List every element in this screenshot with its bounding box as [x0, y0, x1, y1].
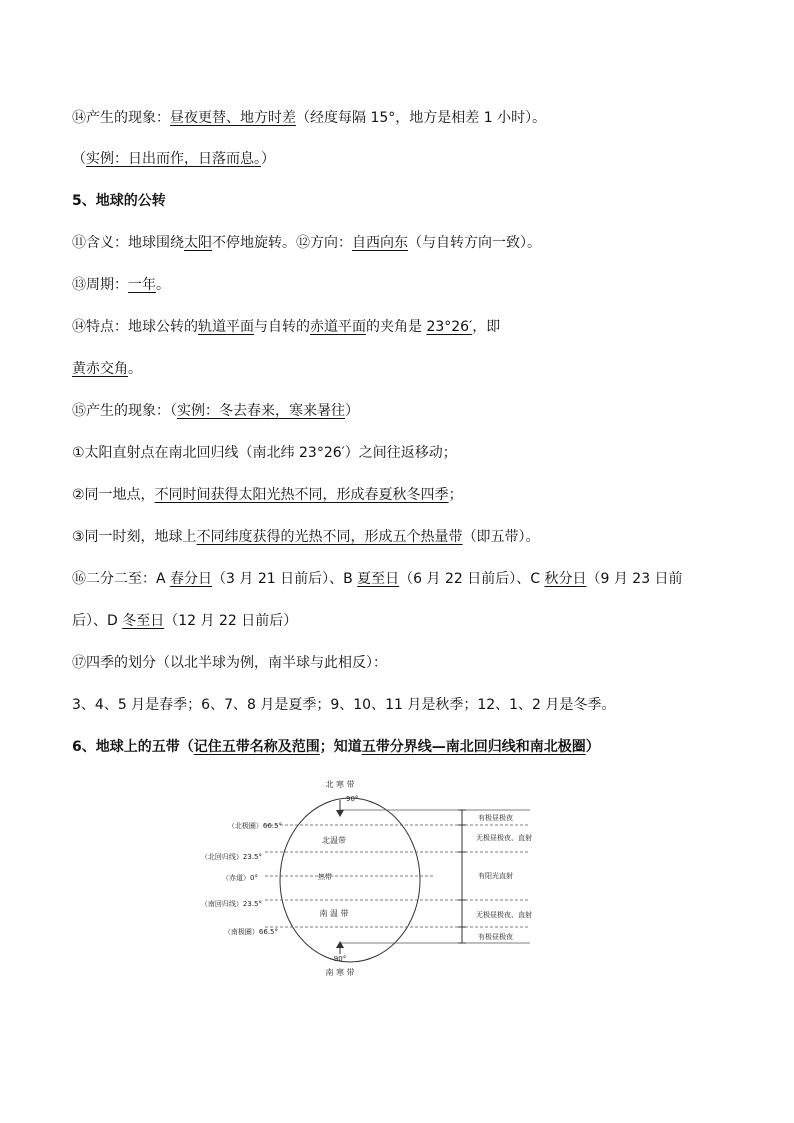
text-segment: ）	[261, 151, 275, 167]
text-segment: ⑬周期：	[72, 277, 128, 293]
text-line	[72, 317, 500, 337]
text-line	[72, 611, 297, 631]
latitude-label: （北极圈）66.5°	[227, 822, 282, 830]
text-segment: （9 月 23 日前	[586, 571, 683, 587]
text-segment: （12 月 22 日前后）	[164, 613, 298, 629]
underlined-text: 春分日	[170, 571, 213, 587]
underlined-text: 赤道平面	[310, 319, 366, 335]
north-arrow-head-icon	[336, 810, 344, 817]
text-segment: ⑭产生的现象：	[72, 110, 170, 126]
text-segment: ⑰四季的划分（以北半球为例，南半球与此相反）：	[72, 655, 387, 671]
text-segment: 的夹角是	[366, 319, 427, 335]
text-line	[72, 401, 359, 421]
underlined-text: 记住五带名称及范围	[193, 739, 320, 755]
text-line	[72, 527, 540, 547]
text-segment: 。	[128, 361, 142, 377]
text-segment: ，即	[472, 319, 501, 335]
text-segment: ⑪含义：地球围绕	[72, 235, 184, 251]
section-heading	[72, 191, 166, 211]
text-line	[72, 359, 142, 379]
text-line	[72, 233, 541, 253]
latitude-label: （北回归线）23.5°	[200, 853, 262, 861]
underlined-text: 昼夜更替、地方时差	[170, 110, 296, 126]
text-segment: 不停地旋转。⑫方向：	[212, 235, 352, 251]
text-segment: ③同一时刻，地球上	[72, 529, 197, 545]
text-segment: ；	[448, 487, 463, 503]
light-condition-label: 有极昼极夜	[478, 933, 513, 941]
latitude-label: （南极圈）66.5°	[223, 928, 278, 936]
text-line	[72, 569, 683, 589]
underlined-text: 不同时间获得太阳光热不同，形成春夏秋冬四季	[154, 487, 449, 503]
text-segment: ⑯二分二至：A	[72, 571, 171, 587]
underlined-text: 太阳	[184, 235, 212, 251]
zone-label: 北温带	[322, 836, 346, 845]
text-segment: 后）、D	[72, 613, 123, 629]
underlined-text: 一年	[128, 277, 156, 293]
light-condition-label: 有阳光直射	[478, 872, 513, 880]
text-line	[72, 108, 546, 128]
text-segment: ）	[585, 739, 600, 755]
text-segment: （经度每隔 15°，地方是相差 1 小时）。	[296, 110, 547, 126]
text-segment: （3 月 21 日前后）、B	[212, 571, 358, 587]
underlined-text: 轨道平面	[198, 319, 254, 335]
text-segment: ）	[345, 403, 359, 419]
north-degree-label: 90°	[346, 795, 359, 803]
underlined-text: 秋分日	[544, 571, 587, 587]
underlined-text: 夏至日	[357, 571, 400, 587]
light-condition-label: 无极昼极夜、直射	[476, 911, 532, 919]
text-segment: （即五带）。	[462, 529, 540, 545]
underlined-text: 冬至日	[122, 613, 165, 629]
south-degree-label: 90°	[333, 955, 347, 963]
south-frigid-label: 南 寒 带	[325, 968, 355, 977]
latitude-label: （南回归线）23.5°	[200, 900, 262, 908]
text-segment: 与自转的	[254, 319, 310, 335]
text-line	[72, 275, 170, 295]
underlined-text: 23°26′	[426, 319, 473, 335]
zone-label: 热带	[318, 873, 332, 881]
text-segment: ②同一地点，	[72, 487, 155, 503]
text-segment: 5、地球的公转	[72, 193, 166, 209]
text-segment: （与自转方向一致）。	[408, 235, 541, 251]
underlined-text: 实例：日出而作，日落而息。	[86, 151, 261, 167]
text-segment: （	[72, 151, 86, 167]
south-arrow-head-icon	[336, 941, 344, 948]
underlined-text: 实例：冬去春来，寒来暑往	[177, 403, 345, 419]
zone-label: 南 温 带	[319, 909, 349, 918]
five-zones-diagram	[190, 772, 550, 982]
text-segment: ①太阳直射点在南北回归线（南北纬 23°26′）之间往返移动；	[72, 445, 457, 461]
underlined-text: 自西向东	[352, 235, 408, 251]
light-condition-label: 有极昼极夜	[478, 814, 513, 822]
text-segment: （6 月 22 日前后）、C	[399, 571, 545, 587]
text-line	[72, 149, 275, 169]
text-line	[72, 443, 457, 463]
text-segment: 6、地球上的五带（	[72, 739, 194, 755]
section-heading	[72, 737, 600, 757]
text-line	[72, 485, 463, 505]
text-line	[72, 695, 615, 715]
underlined-text: 五带分界线—南北回归线和南北极圈	[361, 739, 586, 755]
light-condition-label: 无极昼极夜、直射	[476, 834, 532, 842]
text-segment: 3、4、5 月是春季；6、7、8 月是夏季；9、10、11 月是秋季；12、1、2 月是冬季。	[72, 697, 616, 713]
latitude-label: （赤道）0°	[222, 874, 258, 882]
earth-circle	[280, 798, 420, 962]
text-segment: ；知道	[319, 739, 362, 755]
underlined-text: 不同纬度获得的光热不同，形成五个热量带	[196, 529, 463, 545]
underlined-text: 黄赤交角	[72, 361, 128, 377]
text-segment: ⑮产生的现象：（	[72, 403, 177, 419]
north-frigid-label: 北 寒 带	[325, 780, 355, 789]
text-segment: ⑭特点：地球公转的	[72, 319, 198, 335]
text-segment: 。	[156, 277, 170, 293]
text-line	[72, 653, 387, 673]
